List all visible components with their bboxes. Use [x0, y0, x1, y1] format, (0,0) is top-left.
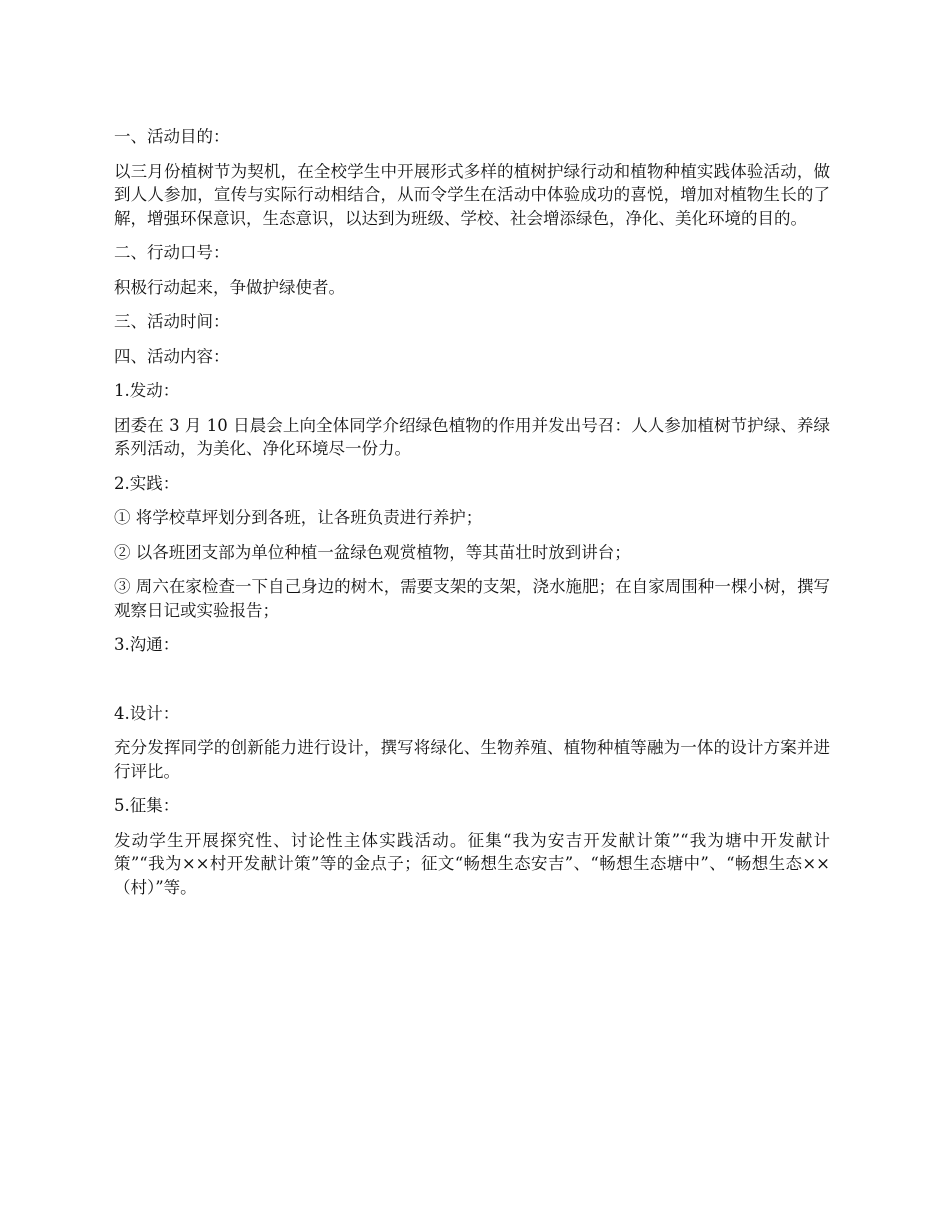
item-practice-step-2: ② 以各班团支部为单位种植一盆绿色观赏植物，等其苗壮时放到讲台；	[114, 542, 631, 562]
heading-activity-purpose: 一、活动目的：	[114, 127, 230, 146]
item-collect-text: 发动学生开展探究性、讨论性主体实践活动。征集“我为安吉开发献计策”“我为塘中开发献计策”“我为××村开发献计策”等的金点子；征文“畅想生态安吉”、“畅想生态塘中”、“畅想生态××（村）”等。	[114, 830, 830, 897]
item-practice-heading: 2.实践：	[114, 473, 180, 493]
paragraph-activity-purpose: 以三月份植树节为契机，在全校学生中开展形式多样的植树护绿行动和植物种植实践体验活动，做到人人参加，宣传与实际行动相结合，从而令学生在活动中体验成功的喜悦，增加对植物生长的了解，增强环保意识，生态意识，以达到为班级、学校、社会增添绿色，净化、美化环境的目的。	[114, 161, 830, 228]
heading-activity-time: 三、活动时间：	[114, 312, 230, 331]
item-mobilize-heading: 1.发动：	[114, 381, 180, 400]
item-practice-step-1: ① 将学校草坪划分到各班，让各班负责进行养护；	[114, 508, 483, 527]
item-collect-heading: 5.征集：	[114, 796, 180, 815]
item-design-text: 充分发挥同学的创新能力进行设计，撰写将绿化、生物养殖、植物种植等融为一体的设计方案并进行评比。	[114, 738, 830, 781]
paragraph-action-slogan: 积极行动起来，争做护绿使者。	[114, 277, 345, 297]
item-communicate-heading: 3.沟通：	[114, 635, 180, 654]
heading-activity-content: 四、活动内容：	[114, 346, 230, 366]
item-mobilize-text: 团委在 3 月 10 日晨会上向全体同学介绍绿色植物的作用并发出号召：人人参加植树节护绿、养绿系列活动，为美化、净化环境尽一份力。	[114, 415, 830, 458]
item-practice-step-3: ③ 周六在家检查一下自己身边的树木，需要支架的支架，浇水施肥；在自家周围种一棵小树，撰写观察日记或实验报告；	[114, 577, 830, 620]
item-design-heading: 4.设计：	[114, 703, 180, 723]
blank-space	[114, 668, 830, 702]
heading-action-slogan: 二、行动口号：	[114, 243, 230, 262]
